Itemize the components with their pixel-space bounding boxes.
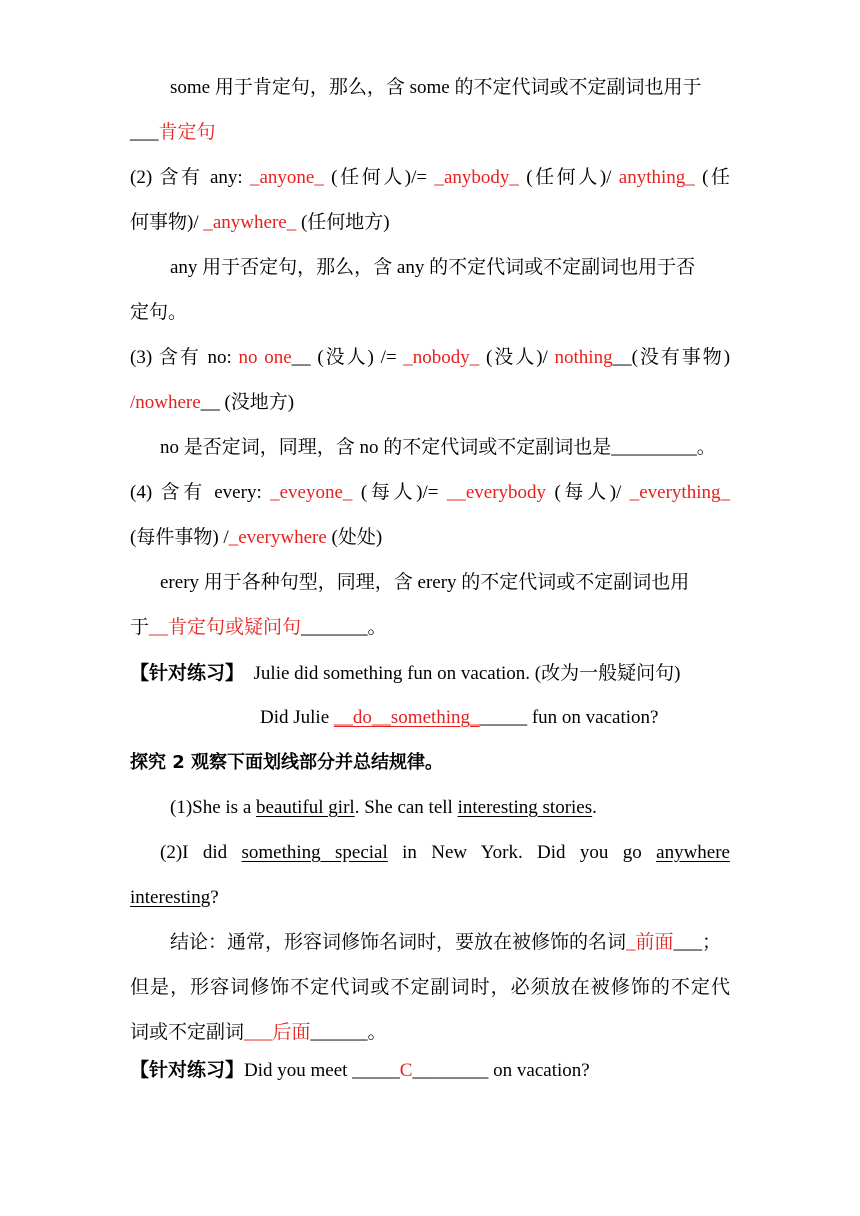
practice-question: Did you meet _____: [244, 1060, 400, 1081]
no-note-text: no 是否定词，同理，含 no 的不定代词或不定副词也是: [160, 437, 612, 458]
punctuation: .: [592, 797, 597, 818]
punctuation: 。: [367, 1022, 387, 1043]
some-note-line: [170, 76, 730, 100]
gloss: (每件事物) /: [130, 527, 229, 548]
every-note-line1: [160, 571, 730, 595]
answer-everything: _everything_: [629, 482, 730, 503]
conclusion-text: 词或不定副词: [130, 1022, 245, 1043]
underlined-phrase: interesting stories: [457, 797, 593, 818]
any-note-text: any 用于否定句，那么，含 any 的不定代词或不定副词也用于否: [170, 257, 696, 278]
conclusion-line2: [130, 976, 730, 1000]
gloss: 何事物)/: [130, 212, 204, 233]
gloss: (任: [694, 167, 730, 188]
practice-label: 【针对练习】: [130, 1059, 245, 1081]
blank: _______: [301, 617, 368, 638]
any-note-text: 定句。: [130, 302, 188, 323]
item-prefix: (3) 含有 no:: [130, 347, 239, 368]
any-item-line2: [130, 211, 730, 235]
practice-label: 【针对练习】: [130, 662, 245, 684]
no-note-line: [160, 436, 730, 460]
some-answer-line: [130, 121, 730, 145]
item-prefix: (4) 含有 every:: [130, 482, 271, 503]
practice1-answer-line: [260, 706, 730, 730]
gloss: (处处): [326, 527, 383, 548]
answer-everyone: _eveyone_: [270, 482, 353, 503]
blank: ___: [673, 932, 703, 953]
conclusion-line1: [170, 931, 730, 955]
answer-nobody: _nobody_: [403, 347, 480, 368]
conclusion-line3: [130, 1021, 730, 1045]
practice-answer-end: fun on vacation?: [527, 707, 659, 728]
answer-before: _前面: [626, 932, 674, 953]
underlined-phrase: anywhere: [656, 842, 730, 863]
explore2-title: [130, 751, 730, 775]
blank: ___: [130, 122, 159, 143]
explore2-sentence2-cont: [130, 886, 730, 910]
any-note-line2: [130, 301, 730, 325]
no-item-line2: [130, 391, 730, 415]
every-note-text: erery 用于各种句型，同理，含 erery 的不定代词或不定副词也用: [160, 572, 690, 593]
section-title: 探究 2 观察下面划线部分并总结规律。: [130, 752, 444, 773]
answer-nothing: nothing: [554, 347, 613, 368]
answer-sentence-types: __肯定句或疑问句: [149, 617, 302, 638]
underlined-phrase: beautiful girl: [256, 797, 355, 818]
every-note-text: 于: [130, 617, 150, 638]
answer-anywhere: _anywhere_: [203, 212, 297, 233]
gloss: (任何地方): [296, 212, 390, 233]
every-item-line2: [130, 526, 730, 550]
practice-answer-start: Did Julie: [260, 707, 334, 728]
any-note-line1: [170, 256, 730, 280]
punctuation: ；: [702, 932, 722, 953]
blank: _____: [479, 707, 528, 728]
conclusion-text: 结论：通常，形容词修饰名词时，要放在被修饰的名词: [170, 932, 627, 953]
explore2-sentence1: [170, 796, 730, 820]
blank: _________: [611, 437, 697, 458]
gloss: __(没有事物): [612, 347, 731, 368]
blank: ______: [310, 1022, 368, 1043]
explore2-sentence2: [160, 841, 730, 865]
gloss: (每人)/: [546, 482, 630, 503]
no-item-line1: [130, 346, 730, 370]
any-item-line1: [130, 166, 730, 190]
answer-anyone: _anyone_: [249, 167, 324, 188]
item-prefix: (2) 含有 any:: [130, 167, 250, 188]
answer-do-something: __do__something_: [333, 707, 480, 728]
sentence-text: . She can tell: [354, 797, 458, 818]
answer-everywhere: _everywhere: [228, 527, 327, 548]
answer-after: ___后面: [244, 1022, 311, 1043]
punctuation: 。: [367, 617, 387, 638]
gloss: (任何人)/: [518, 167, 619, 188]
practice-question-end: on vacation?: [488, 1060, 590, 1081]
answer-everybody: __everybody: [446, 482, 547, 503]
sentence-text: (1)She is a: [170, 797, 257, 818]
some-note-text: some 用于肯定句，那么，含 some 的不定代词或不定副词也用于: [170, 77, 702, 98]
blank: ________: [412, 1060, 489, 1081]
gloss: __ (没地方): [200, 392, 295, 413]
every-note-line2: [130, 616, 730, 640]
gloss: (任何人)/=: [323, 167, 435, 188]
underlined-phrase: interesting: [130, 887, 211, 908]
sentence-text: (2)I did: [160, 842, 242, 863]
punctuation: 。: [696, 437, 716, 458]
practice-question: Julie did something fun on vacation. (改为一般疑问句): [253, 663, 681, 684]
gloss: (每人)/=: [352, 482, 447, 503]
answer-anybody: _anybody_: [434, 167, 519, 188]
answer-no-one: no one: [238, 347, 292, 368]
answer-anything: anything_: [618, 167, 695, 188]
punctuation: ?: [210, 887, 219, 908]
underlined-phrase: something special: [241, 842, 388, 863]
answer-affirmative: 肯定句: [158, 122, 216, 143]
practice1-question-line: [130, 661, 730, 686]
practice2-line: [130, 1058, 730, 1083]
answer-choice: C: [399, 1060, 413, 1081]
gloss: (没人)/: [479, 347, 555, 368]
every-item-line1: [130, 481, 730, 505]
conclusion-text: 但是，形容词修饰不定代词或不定副词时，必须放在被修饰的不定代: [130, 977, 730, 998]
sentence-text: in New York. Did you go: [387, 842, 657, 863]
gloss: __ (没人) /=: [291, 347, 404, 368]
answer-nowhere: /nowhere: [130, 392, 201, 413]
